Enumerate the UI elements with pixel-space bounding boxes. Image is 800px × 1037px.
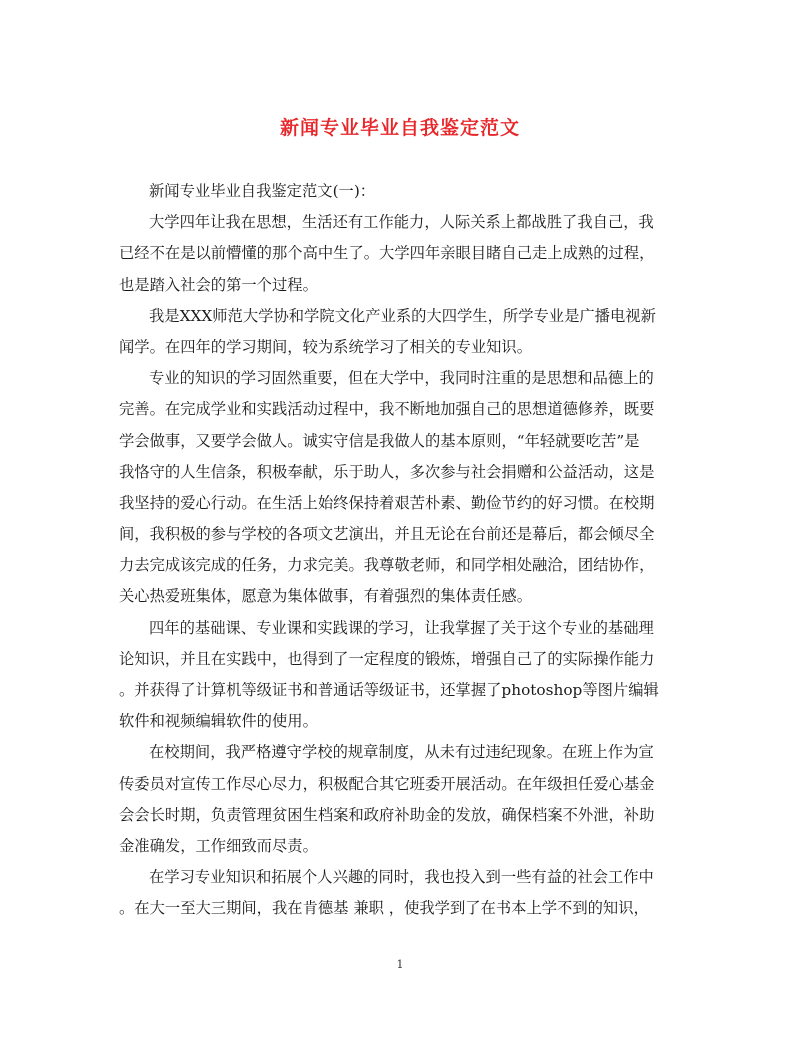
text-line: 间，我积极的参与学校的各项文艺演出，并且无论在台前还是幕后，都会倾尽全 [119,525,655,544]
text-line: 我坚持的爱心行动。在生活上始终保持着艰苦朴素、勤俭节约的好习惯。在校期 [119,493,655,512]
text-line: 在学习专业知识和拓展个人兴趣的同时，我也投入到一些有益的社会工作中 [149,868,654,887]
section-heading: 新闻专业毕业自我鉴定范文(一)： [149,182,376,200]
text-line: 关心热爱班集体，愿意为集体做事，有着强烈的集体责任感。 [119,587,533,606]
text-line: 也是踏入社会的第一个过程。 [119,275,318,294]
text-line: 软件和视频编辑软件的使用。 [119,712,318,731]
text-line: 。并获得了计算机等级证书和普通话等级证书，还掌握了photoshop等图片编辑 [119,681,659,699]
text-line: 我是XXX师范大学协和学院文化产业系的大四学生，所学专业是广播电视新 [149,306,656,325]
text-line: 在校期间，我严格遵守学校的规章制度，从未有过违纪现象。在班上作为宣 [149,743,654,762]
text-line: 传委员对宣传工作尽心尽力，积极配合其它班委开展活动。在年级担任爱心基金 [119,774,655,793]
document-body [119,176,685,925]
page-number: 1 [396,958,404,971]
text-line: 会会长时期，负责管理贫困生档案和政府补助金的发放，确保档案不外泄，补助 [119,805,655,824]
text-line: 学会做事，又要学会做人。诚实守信是我做人的基本原则，“年轻就要吃苦”是 [119,431,640,450]
document-title: 新闻专业毕业自我鉴定范文 [279,117,520,139]
text-line: 已经不在是以前懵懂的那个高中生了。大学四年亲眼目睹自己走上成熟的过程， [119,244,655,263]
text-line: 大学四年让我在思想，生活还有工作能力，人际关系上都战胜了我自己，我 [149,213,654,232]
text-line: 完善。在完成学业和实践活动过程中，我不断地加强自己的思想道德修养，既要 [119,400,655,419]
text-line: 专业的知识的学习固然重要，但在大学中，我同时注重的是思想和品德上的 [149,369,654,388]
text-line: 论知识，并且在实践中，也得到了一定程度的锻炼，增强自己了的实际操作能力 [119,649,655,668]
text-line: 我恪守的人生信条，积极奉献，乐于助人，多次参与社会捐赠和公益活动，这是 [119,462,655,481]
text-line: 。在大一至大三期间，我在肯德基 兼职 ，使我学到了在书本上学不到的知识， [119,899,649,918]
text-line: 四年的基础课、专业课和实践课的学习，让我掌握了关于这个专业的基础理 [149,618,654,637]
text-line: 金准确发，工作细致而尽责。 [119,836,318,855]
text-line: 闻学。在四年的学习期间，较为系统学习了相关的专业知识。 [119,337,533,356]
text-line: 力去完成该完成的任务，力求完美。我尊敬老师，和同学相处融洽，团结协作， [119,556,655,575]
